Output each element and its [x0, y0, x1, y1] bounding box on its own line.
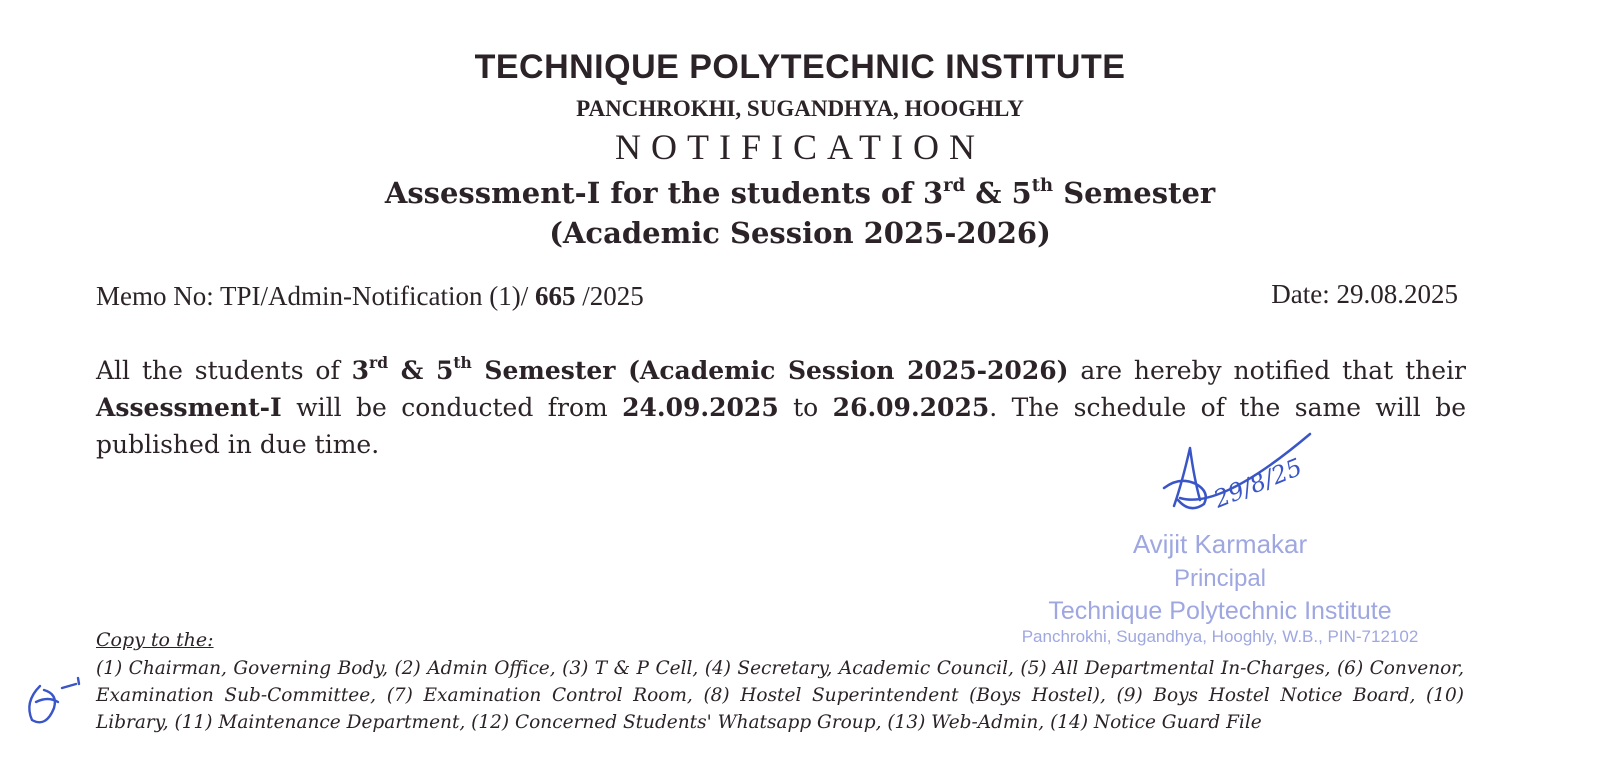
body-sup: th [453, 353, 472, 373]
subject-line-1 [0, 176, 1600, 210]
subject-text: Assessment-I for the students of 3 [384, 176, 944, 210]
memo-serial: 665 [534, 281, 576, 311]
initials-mark [18, 672, 82, 732]
stamp-name: Avijit Karmakar [1132, 529, 1308, 559]
body-text: to [778, 393, 833, 422]
stamp-title: Principal [1173, 565, 1267, 592]
end-date: 26.09.2025 [832, 393, 990, 422]
stamp-address: Panchrokhi, Sugandhya, Hooghly, W.B., PIN-712102 [1021, 627, 1419, 646]
memo-suffix: /2025 [575, 281, 644, 311]
subject-text: Semester [1053, 176, 1216, 210]
body-bold: 3 [351, 356, 370, 385]
memo-number [96, 281, 644, 312]
stamp-institute: Technique Polytechnic Institute [1048, 597, 1392, 625]
subject-sup: th [1031, 174, 1054, 196]
body-text: will be conducted from [281, 393, 623, 422]
start-date: 24.09.2025 [622, 393, 779, 422]
institute-name: TECHNIQUE POLYTECHNIC INSTITUTE [474, 48, 1126, 86]
body-text: are hereby notified that their [1068, 356, 1467, 385]
notice-type: NOTIFICATION [615, 127, 985, 167]
subject-sup: rd [943, 174, 966, 196]
subject-text: & 5 [965, 176, 1032, 210]
institute-address: PANCHROKHI, SUGANDHYA, HOOGHLY [576, 96, 1024, 121]
body-text: All the students of [96, 356, 352, 385]
body-bold: & 5 [388, 356, 454, 385]
notice-date: Date: 29.08.2025 [1271, 279, 1458, 309]
body-bold: Assessment-I [96, 393, 282, 422]
memo-prefix: Memo No: TPI/Admin-Notification (1)/ [96, 281, 535, 311]
principal-signature [1160, 428, 1350, 528]
copy-to-list: (1) Chairman, Governing Body, (2) Admin Office, (3) T & P Cell, (4) Secretary, Academic Council, (5) All Departmental In-Charges, (6) Convenor, Examination Sub-Committee, (7) Examination Control Room, (8) Hostel Superintendent (Boys Hostel), (9) Boys Hostel Notice Board, (10) Library, (11) Maintenance Department, (12) Concerned Students' Whatsapp Group, (13) Web-Admin, (14) Notice Guard File [96, 658, 1464, 733]
body-sup: rd [369, 353, 389, 373]
body-bold: Semester (Academic Session 2025-2026) [471, 356, 1069, 385]
subject-line-2: (Academic Session 2025-2026) [549, 216, 1051, 250]
signature-date: 29/8/25 [1209, 452, 1307, 514]
copy-to-heading: Copy to the: [96, 629, 214, 651]
body-text: . The schedule of the same will be published in due time. [96, 393, 1467, 459]
